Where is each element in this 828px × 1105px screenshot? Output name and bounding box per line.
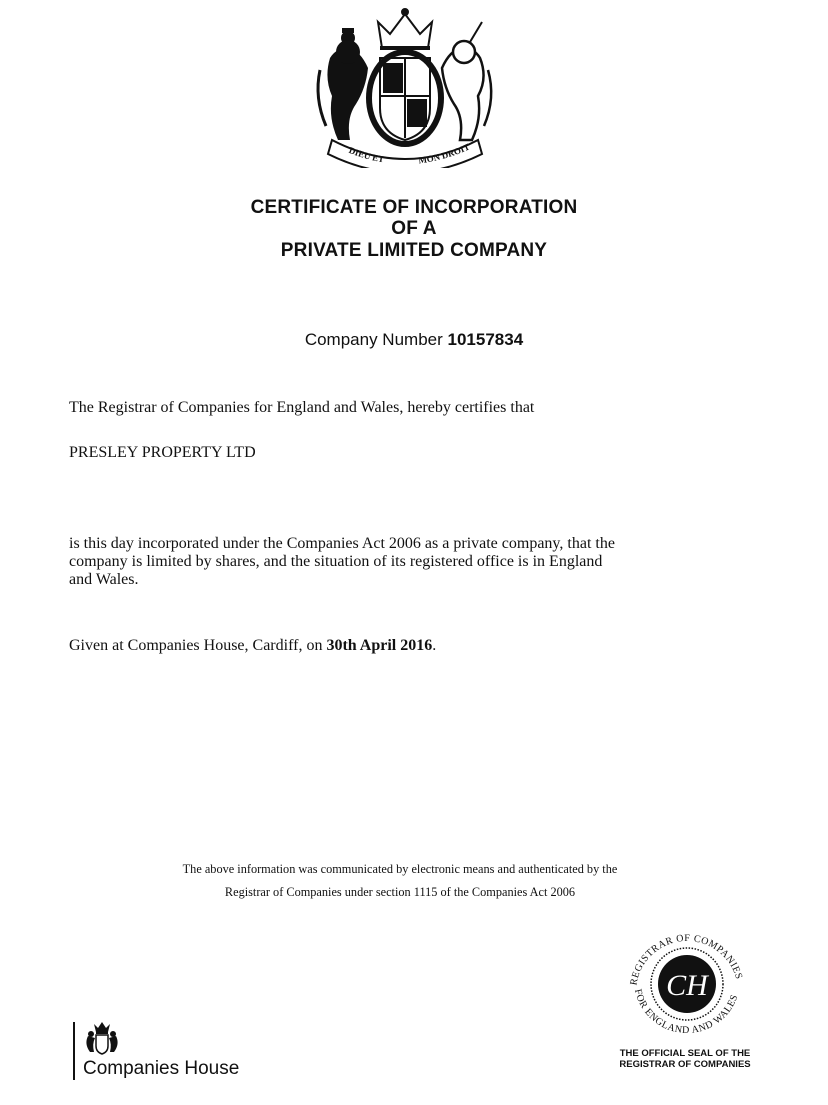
company-number-value: 10157834: [447, 330, 524, 349]
seal-caption-line-1: THE OFFICIAL SEAL OF THE: [619, 1048, 751, 1059]
certificate-title-line-3: PRIVATE LIMITED COMPANY: [280, 240, 548, 261]
motto-left-text: DIEU ET: [347, 145, 385, 165]
incorporation-line-1: is this day incorporated under the Companies Act 2006 as a private company, that the: [69, 535, 615, 552]
company-number-label: Company Number: [304, 330, 443, 349]
company-name: PRESLEY PROPERTY LTD: [69, 444, 256, 461]
incorporation-statement: [69, 535, 749, 589]
companies-house-crest-icon: [82, 1022, 122, 1056]
certifies-statement: The Registrar of Companies for England and Wales, hereby certifies that: [69, 399, 535, 416]
logo-divider-bar: [73, 1022, 75, 1080]
company-number-line: [0, 330, 828, 350]
certificate-title-line-1: CERTIFICATE OF INCORPORATION: [250, 197, 578, 218]
official-seal-icon: [622, 922, 752, 1044]
companies-house-wordmark: Companies House: [83, 1058, 240, 1079]
motto-right-text: MON DROIT: [417, 141, 472, 166]
incorporation-line-3: and Wales.: [69, 571, 139, 588]
certificate-title-line-2: OF A: [391, 218, 437, 239]
authentication-note-line-1: The above information was communicated by electronic means and authenticated by the: [182, 862, 618, 876]
given-at-prefix: Given at Companies House, Cardiff, on: [69, 637, 323, 654]
seal-ring-top-text: REGISTRAR OF COMPANIES: [628, 932, 745, 987]
seal-caption-line-2: REGISTRAR OF COMPANIES: [619, 1059, 751, 1070]
incorporation-line-2: company is limited by shares, and the situation of its registered office is in England: [69, 553, 603, 570]
given-at-statement: [69, 637, 749, 655]
seal-monogram: CH: [666, 969, 708, 1002]
given-at-suffix: .: [432, 637, 437, 654]
seal-ring-bottom-text: FOR ENGLAND AND WALES: [631, 987, 741, 1037]
incorporation-date: 30th April 2016: [326, 637, 433, 654]
royal-coat-of-arms-icon: [310, 8, 500, 168]
authentication-note-line-2: Registrar of Companies under section 1115 of the Companies Act 2006: [224, 885, 576, 899]
